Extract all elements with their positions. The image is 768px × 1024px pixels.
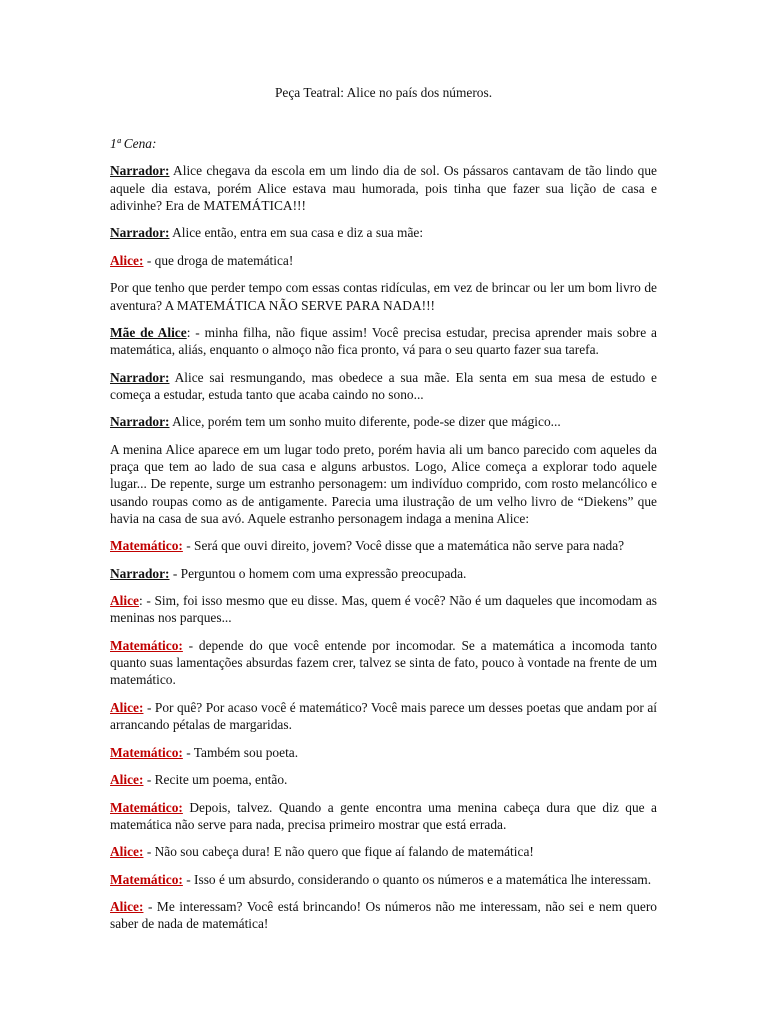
speaker-label: Matemático: [110, 799, 183, 815]
dialogue-paragraph [110, 324, 657, 358]
dialogue-text: Alice então, entra em sua casa e diz a sua mãe: [169, 225, 424, 241]
dialogue-paragraph [110, 565, 657, 582]
dialogue-paragraph [110, 871, 657, 888]
dialogue-paragraph [110, 224, 657, 241]
speaker-label: Alice: [110, 699, 144, 715]
dialogue-paragraph [110, 799, 657, 833]
dialogue-text: - Isso é um absurdo, considerando o quanto os números e a matemática lhe interessam. [182, 871, 652, 887]
speaker-label: Matemático: [110, 538, 183, 554]
dialogue-text: Alice, porém tem um sonho muito diferente, pode-se dizer que mágico... [169, 414, 561, 430]
dialogue-text: - Perguntou o homem com uma expressão preocupada. [169, 565, 467, 581]
speaker-label: Matemático: [110, 637, 183, 653]
speaker-label: Alice: [110, 772, 144, 788]
dialogue-text: Depois, talvez. Quando a gente encontra uma menina cabeça dura que diz que a matemática não serve para nada, precisa primeiro mostrar que está errada. [110, 799, 657, 832]
dialogue-text: - que droga de matemática! [143, 252, 294, 268]
speaker-label: Narrador: [110, 225, 170, 241]
dialogue-paragraph [110, 252, 657, 269]
dialogue-paragraph [110, 592, 657, 626]
speaker-label: Matemático: [110, 871, 183, 887]
dialogue-text: Alice sai resmungando, mas obedece a sua mãe. Ela senta em sua mesa de estudo e começa a estudar, estuda tanto que acaba caindo no sono... [110, 369, 657, 402]
play-title: Peça Teatral: Alice no país dos números. [274, 85, 493, 100]
dialogue-paragraph [110, 441, 657, 527]
speaker-label: Alice: [110, 844, 144, 860]
dialogue-paragraph [110, 637, 657, 689]
speaker-label: Narrador: [110, 565, 170, 581]
dialogue-paragraph [110, 162, 657, 214]
document-page [110, 84, 657, 943]
dialogue-paragraph [110, 771, 657, 788]
speaker-label: Narrador: [110, 163, 170, 179]
speaker-label: Alice: [110, 252, 144, 268]
dialogue-text: - Será que ouvi direito, jovem? Você disse que a matemática não serve para nada? [182, 538, 625, 554]
dialogue-text: : - minha filha, não fique assim! Você precisa estudar, precisa aprender mais sobre a matemática, aliás, enquanto o almoço não fica pronto, vá para o seu quarto fazer sua tarefa. [110, 325, 657, 358]
speaker-label: Narrador: [110, 414, 170, 430]
dialogue-paragraph [110, 699, 657, 733]
dialogue-paragraph [110, 413, 657, 430]
dialogue-paragraph [110, 843, 657, 860]
speaker-label: Matemático: [110, 744, 183, 760]
speaker-label: Alice [110, 593, 139, 609]
dialogue-text: - Não sou cabeça dura! E não quero que fique aí falando de matemática! [143, 844, 534, 860]
dialogue-text: - Me interessam? Você está brincando! Os números não me interessam, não sei e nem quero saber de nada de matemática! [110, 899, 657, 932]
dialogue-text: - Por quê? Por acaso você é matemático? Você mais parece um desses poetas que andam por aí arrancando pétalas de margaridas. [110, 699, 657, 733]
speaker-label: Mãe de Alice [110, 325, 187, 341]
dialogue-paragraph [110, 369, 657, 403]
scene-heading: 1ª Cena: [110, 136, 157, 152]
dialogue-text: Alice chegava da escola em um lindo dia de sol. Os pássaros cantavam de tão lindo que aquele dia estava, porém Alice estava mau humorada, pois tinha que fazer sua lição de casa e adivinhe? Era de MATEMÁTICA!!! [110, 163, 657, 213]
dialogue-text: : - Sim, foi isso mesmo que eu disse. Mas, quem é você? Não é um daqueles que incomodam as meninas nos parques... [110, 593, 657, 626]
dialogue-text: - Também sou poeta. [182, 744, 299, 760]
speaker-label: Alice: [110, 899, 144, 915]
dialogue-text: Por que tenho que perder tempo com essas contas ridículas, em vez de brincar ou ler um bom livro de aventura? A MATEMÁTICA NÃO SERVE PARA NADA!!! [110, 280, 657, 313]
dialogue [110, 162, 657, 932]
dialogue-paragraph [110, 898, 657, 932]
dialogue-paragraph [110, 279, 657, 313]
dialogue-text: - depende do que você entende por incomodar. Se a matemática a incomoda tanto quanto suas lamentações absurdas fazem crer, talvez se sinta de fato, pouco à vontade na frente de um matemático. [110, 637, 657, 688]
dialogue-text: A menina Alice aparece em um lugar todo preto, porém havia ali um banco parecido com aqueles da praça que tem ao lado de sua casa e alguns arbustos. Logo, Alice começa a explorar todo aquele lugar... De repente, surge um estranho personagem: um indivíduo comprido, com rosto melancólico e usando roupas como as de antigamente. Parecia uma ilustração de um velho livro de “Diekens” que havia na casa de sua avó. Aquele estranho personagem indaga a menina Alice: [110, 441, 657, 526]
speaker-label: Narrador: [110, 369, 170, 385]
dialogue-paragraph [110, 744, 657, 761]
dialogue-paragraph [110, 537, 657, 554]
dialogue-text: - Recite um poema, então. [143, 772, 288, 788]
